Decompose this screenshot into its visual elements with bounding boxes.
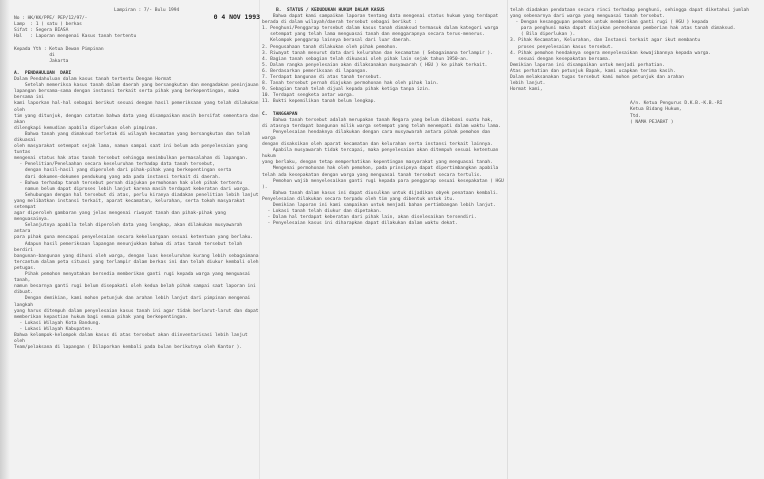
- body-line: yang melibatkan instansi terkait, aparat kecamatan, kelurahan, serta tokoh masyarakat setempat: [14, 198, 248, 210]
- body-line: - Dengan kesanggupan pemohon untuk memberikan ganti rugi ( HGU ) kepada: [510, 20, 709, 26]
- body-line: Demikian laporan ini disampaikan untuk menjadi perhatian.: [510, 62, 665, 68]
- body-line: Penyelesaian dilakukan secara terpadu oleh tim yang dibentuk untuk itu.: [262, 196, 455, 202]
- recipient-line: Kepada Yth : Ketua Dewan Pimpinan: [14, 46, 104, 52]
- date-stamp: 0 4 NOV 1993: [213, 13, 260, 22]
- list-item: 8. Tanah tersebut pernah diajukan permohonan hak oleh pihak lain.: [262, 81, 439, 87]
- body-line: Mengenai permohonan hak oleh pemohon, pada prinsipnya dapat dipertimbangkan apabila: [262, 166, 499, 172]
- list-item: 1. Penghuni/Penggarap tersebut dalam kasus tanah dimaksud termasuk dalam kategori warga: [262, 26, 499, 32]
- body-line: ( Bila diperlukan ).: [510, 32, 576, 38]
- right-column: [510, 8, 750, 474]
- body-line: berada di dalam wilayah/daerah tersebut sebagai berikut :: [262, 20, 417, 26]
- body-line: lebih lanjut.: [510, 81, 546, 87]
- list-item: 7. Terdapat bangunan di atas tanah tersebut.: [262, 75, 382, 81]
- body-line: dengan hasil-hasil yang diperoleh dari pihak-pihak yang berkepentingan serta: [14, 168, 232, 174]
- body-line: telah diadakan pendataan secara rinci terhadap penghuni, sehingga dapat diketahui jumlah: [510, 8, 749, 13]
- body-line: namun besarnya ganti rugi belum disepakati oleh kedua belah pihak sampai saat laporan ini dibuat.: [14, 284, 259, 296]
- section-b-intro: [262, 14, 504, 26]
- body-line: - Dalam hal terdapat keberatan dari pihak lain, akan diselesaikan tersendiri.: [262, 215, 477, 221]
- recipient-line: Jakarta: [14, 58, 69, 64]
- list-item: 10. Terdapat sengketa antar warga.: [262, 93, 355, 99]
- list-item: 4. Bagian tanah sebagian telah dikuasai oleh pihak lain sejak tahun 1950-an.: [262, 56, 469, 62]
- body-line: - Penyelesaian kasus ini diharapkan dapat dilakukan dalam waktu dekat.: [262, 221, 458, 227]
- body-line: Setelah memeriksa kasus tanah dalam daerah yang bersangkutan dan mengadakan peninjauan: [14, 83, 259, 89]
- body-line: mengenai status hak atas tanah tersebut sehingga menimbulkan permasalahan di lapangan.: [14, 156, 248, 162]
- body-line: - Lokasi Wilayah Kabupaten.: [14, 326, 93, 332]
- body-line: para pihak guna mencapai penyelesaian secara kekeluargaan sesuai ketentuan yang berlaku.: [14, 235, 253, 241]
- signature-line: Ketua Bidang Hukum,: [630, 107, 682, 113]
- body-line: telah ada kesepakatan dengan warga yang menguasai tanah tersebut secara tertulis.: [262, 172, 482, 178]
- body-line: kami laporkan hal-hal sebagai berikut sesuai dengan hasil pemeriksaan yang telah dilakukan oleh: [14, 101, 262, 113]
- list-item: 5. Dalam rangka penyelesaian akan dilaksanakan musyawarah ( HGU ) ke pihak terkait.: [262, 62, 488, 68]
- body-line: - Lokasi Wilayah Kota Bandung.: [14, 320, 101, 326]
- body-line: Team/pelaksana di lapangan ( Dilaporkan kembali pada bulan berikutnya oleh Kantor ).: [14, 345, 243, 351]
- page-edge-shadow: [0, 0, 10, 479]
- signature-line: ( NAMA PEJABAT ): [630, 119, 674, 125]
- signature-line: Ttd.: [630, 113, 641, 119]
- body-line: Adapun hasil pemeriksaan lapangan menunjukkan bahwa di atas tanah tersebut telah berdiri: [14, 241, 245, 253]
- middle-column: [262, 8, 507, 474]
- body-line: - Bahwa terhadap tanah tersebut pernah diajukan permohonan hak oleh pihak tertentu: [14, 180, 243, 186]
- body-line: Penyelesaian hendaknya dilakukan dengan cara musyawarah antara pihak pemohon dan warga: [262, 129, 493, 141]
- body-line: Atas perhatian dan petunjuk Bapak, kami ucapkan terima kasih.: [510, 68, 676, 74]
- body-line: yang harus ditempuh dalam penyelesaian kasus tanah ini agar tidak berlarut-larut dan dapat: [14, 308, 259, 314]
- body-line: Demikian laporan ini kami sampaikan untuk menjadi bahan pertimbangan lebih lanjut.: [262, 203, 496, 208]
- body-line: sesuai dengan kesepakatan bersama.: [510, 56, 611, 62]
- body-line: oleh masyarakat setempat sejak lama, namun sampai saat ini belum ada penyelesaian yang tuntas: [14, 144, 251, 156]
- body-line: Dalam melaksanakan tugas tersebut kami mohon petunjuk dan arahan: [510, 75, 684, 81]
- body-line: bangunan-bangunan yang dihuni oleh warga, dengan luas keseluruhan kurang lebih sebagaimana: [14, 253, 259, 259]
- letter-reference: Lampiran : 7/- Bulu 1994: [114, 8, 180, 13]
- body-line: Hormat kami,: [510, 87, 543, 93]
- body-line: 4. Pihak pemohon hendaknya segera menyelesaikan kewajibannya kepada warga.: [510, 50, 711, 56]
- body-line: dengan disaksikan oleh aparat kecamatan dan kelurahan serta instansi terkait lainnya.: [262, 142, 493, 148]
- body-line: yang sebenarnya dari warga yang menguasai tanah tersebut.: [510, 14, 665, 20]
- left-body-text: [14, 77, 260, 351]
- body-line: Bahwa tanah dalam kasus ini dapat diusulkan untuk dijadikan obyek penataan kembali.: [262, 190, 499, 196]
- body-line: para penghuni maka dapat diajukan permohonan pemberian hak atas tanah dimaksud.: [510, 26, 736, 32]
- body-line: tercantum dalam peta situasi yang terlampir dalam berkas ini dan telah diukur kembali oleh petugas.: [14, 259, 262, 271]
- body-line: dari dokumen-dokumen pendukung yang ada pada instansi terkait di daerah.: [14, 174, 221, 180]
- section-b-items: [262, 26, 504, 105]
- meta-number: No : HK/KK/PPE/ PEP/12/97/-: [14, 16, 88, 22]
- body-line: Pemohon wajib menyelesaikan ganti rugi kepada para penggarap sesuai kesepakatan ( HGU ).: [262, 178, 507, 190]
- right-body-text: [510, 8, 750, 93]
- body-line: Bahwa kelompok-kelompok dalam kasus di atas tersebut akan diinventarisasi lebih lanjut oleh: [14, 332, 251, 345]
- meta-row: [14, 14, 260, 22]
- left-column: [14, 8, 260, 474]
- body-line: Selanjutnya apabila telah diperoleh data yang lengkap, akan dilakukan musyawarah antara: [14, 223, 245, 235]
- body-line: namun belum dapat diproses lebih lanjut karena masih terdapat keberatan dari warga.: [14, 186, 251, 192]
- body-line: tim yang ditunjuk, dengan catatan bahwa data yang disampaikan masih bersifat sementara dan akan: [14, 113, 262, 125]
- body-line: Bahwa tanah yang dimaksud terletak di wilayah kecamatan yang bersangkutan dan telah dikuasai: [14, 131, 253, 143]
- body-line: Bahwa tanah tersebut adalah merupakan tanah Negara yang belum dibebani suatu hak,: [262, 117, 493, 123]
- section-c-heading: C. TANGGAPAN: [262, 111, 298, 117]
- body-line: lapangan bersama-sama dengan instansi terkait serta pihak yang berkepentingan, maka bersama ini: [14, 89, 243, 101]
- body-line: Apabila musyawarah tidak tercapai, maka penyelesaian akan ditempuh sesuai ketentuan hukum: [262, 148, 501, 160]
- body-line: di atasnya terdapat bangunan milik warga setempat yang telah menempati dalam waktu lama.: [262, 123, 501, 129]
- meta-nature: Sifat : Segera BIASA: [14, 28, 69, 34]
- body-line: - Lokasi tanah telah diukur dan dipetakan.: [262, 209, 382, 215]
- body-line: Pihak pemohon menyatakan bersedia memberikan ganti rugi kepada warga yang menguasai tanah,: [14, 272, 253, 284]
- body-line: memberikan kepastian hukum bagi semua pihak yang berkepentingan.: [14, 314, 188, 320]
- list-item: 9. Sebagian tanah telah dijual kepada pihak ketiga tanpa izin.: [262, 87, 431, 93]
- body-line: yang berlaku, dengan tetap memperhatikan kepentingan masyarakat yang menguasai tanah.: [262, 160, 493, 166]
- meta-subject: Hal : Laporan mengenai Kasus tanah tertentu: [14, 34, 137, 40]
- list-item: setempat yang telah lama menguasai tanah dan menggarapnya secara terus-menerus.: [262, 32, 485, 38]
- list-item: 11. Bukti kepemilikan tanah belum lengkap.: [262, 99, 377, 105]
- list-item: 2. Pengusahaan tanah dilakukan oleh pihak pemohon.: [262, 44, 398, 50]
- body-line: 3. Pihak Kecamatan, Kelurahan, dan Instansi terkait agar ikut membantu: [510, 38, 701, 44]
- body-line: - Penelitian/Penelaahan secara keseluruhan terhadap data tanah tersebut,: [14, 162, 215, 168]
- recipient-line: di: [14, 52, 55, 58]
- body-line: dilengkapi kemudian apabila diperlukan oleh pimpinan.: [14, 125, 158, 131]
- body-line: Bahwa dapat kami sampaikan laporan tentang data mengenai status hukum yang terdapat: [262, 14, 499, 20]
- section-b-heading: B. STATUS / KEDUDUKAN HUKUM DALAM KASUS: [276, 8, 385, 13]
- section-c-text: [262, 117, 507, 228]
- body-line: proses penyelesaian kasus tersebut.: [510, 44, 614, 50]
- signature-block: [510, 101, 750, 125]
- meta-attachment: Lamp : 1 ( satu ) berkas: [14, 22, 82, 28]
- column-divider-right: [507, 0, 508, 479]
- body-line: Dengan demikian, kami mohon petunjuk dan arahan lebih lanjut dari pimpinan mengenai langkah: [14, 296, 253, 308]
- list-item: 3. Riwayat tanah menurut data dari kelurahan dan kecamatan ( Sebagaimana terlampir ).: [262, 50, 493, 56]
- section-a-heading: A. PENDAHULUAN DARI: [14, 70, 72, 76]
- body-line: Dalam Pendahuluan dalam kasus tanah tertentu Dengan Hormat: [14, 77, 172, 83]
- list-item: Kelompok penggarap lainnya berasal dari luar daerah.: [262, 38, 412, 44]
- signature-line: A/n. Ketua Pengurus D.K.B.-K.B.-RI: [630, 101, 723, 107]
- body-line: agar diperoleh gambaran yang jelas mengenai riwayat tanah dan pihak-pihak yang menguasainya.: [14, 211, 229, 223]
- list-item: 6. Berdasarkan pemeriksaan di lapangan.: [262, 68, 368, 74]
- body-line: Sehubungan dengan hal tersebut di atas, perlu kiranya diadakan penelitian lebih lanjut: [14, 192, 259, 198]
